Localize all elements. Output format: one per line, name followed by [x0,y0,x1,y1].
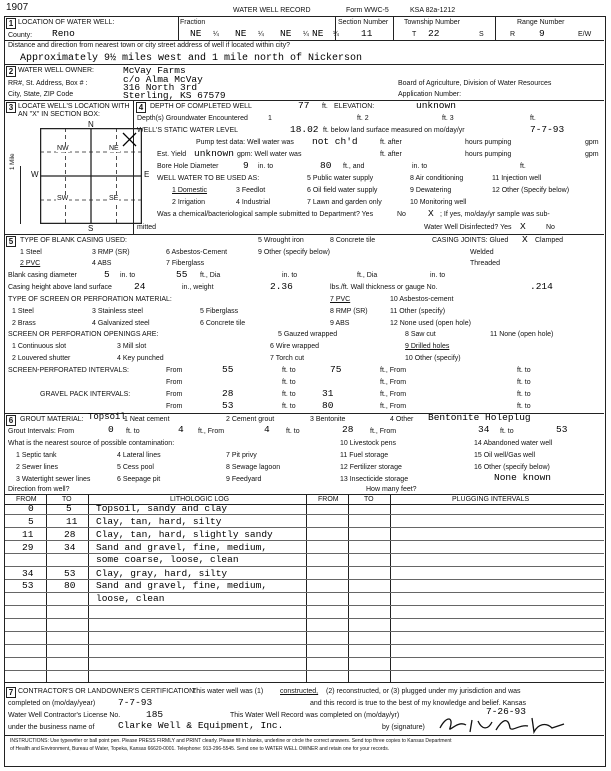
log-row-description: Clay, tan, hard, slightly sandy [96,529,273,540]
section-box-title-2: AN "X" IN SECTION BOX: [18,111,100,118]
screen-intervals-label: SCREEN-PERFORATED INTERVALS: [8,367,129,374]
bore-ft: ft., and [343,163,365,170]
opening-option: 4 Key punched [117,355,164,362]
log-row-from: 11 [22,529,34,540]
grout-option: 2 Cement grout [226,416,275,423]
threaded-label: Threaded [470,260,500,267]
compass-w: W [31,170,39,179]
owner-address: 316 North 3rd [123,82,198,93]
quarter-mark: ¼ [258,31,264,38]
county-label: County: [8,32,33,39]
range-label: Range Number [517,19,565,26]
section-number-label: Section Number [338,19,389,26]
compass-s: S [88,224,94,233]
sample-no: No [397,211,406,218]
contractor-signature [436,712,576,736]
section-7-number: 7 [6,687,16,698]
static-level-label: WELL'S STATIC WATER LEVEL [137,127,239,134]
signature-label: by (signature) [382,724,425,731]
to-label: ft. to [517,367,531,374]
screen-option: 3 Stainless steel [92,308,143,315]
contam-option: 11 Fuel storage [340,452,389,459]
log-row-description: Clay, gray, hard, silty [96,568,228,579]
groundwater-label: Depth(s) Groundwater Encountered [137,115,248,122]
welded-label: Welded [470,249,494,256]
section-5-number: 5 [6,236,16,247]
range-ew: E/W [578,31,592,38]
certification-line-1: This water well was (1) [192,688,264,695]
yield-mid: gpm: Well water was [237,151,302,158]
log-rule-line [5,592,604,593]
section-2-number: 2 [6,66,16,77]
contam-option: 8 Sewage lagoon [226,464,281,471]
use-option: 10 Monitoring well [410,199,467,206]
log-header-plugging: PLUGGING INTERVALS [452,496,530,503]
owner-city: Sterling, KS 67579 [123,90,226,101]
pump-hours: hours pumping [465,139,512,146]
sample-x: X [428,208,434,219]
casing-option: 4 ABS [92,260,112,267]
use-option: 9 Dewatering [410,187,452,194]
contam-option: 16 Other (specify below) [474,464,550,471]
casing-diameter-to: 55 [176,269,188,280]
casing-option: 6 Asbestos-Cement [166,249,228,256]
depth-value: 77 [298,100,310,111]
pump-gpm: gpm [585,139,599,146]
to-label: ft. to [126,428,140,435]
contam-option: 15 Oil well/Gas well [474,452,536,459]
opening-option: 6 Wire wrapped [270,343,320,350]
log-rule-line [5,579,604,580]
how-many-feet-label: How many feet? [366,486,417,493]
screen-option: 8 RMP (SR) [330,308,368,315]
log-rule-line [5,657,604,658]
completed-tail: and this record is true to the best of my knowledge and belief. Kansas [310,700,526,707]
ft-from-label: ft., From [370,428,397,435]
contam-option: 2 Sewer lines [16,464,59,471]
to-label: ft. to [282,367,296,374]
static-level-tail: ft. below land surface measured on mo/day/yr [323,127,465,134]
range-number: 9 [539,28,545,39]
from-label: From [166,379,183,386]
license-number: 185 [146,709,164,720]
compass-n: N [88,120,94,129]
casing-in-to-3: in. to [430,272,446,279]
log-header-from: FROM [16,496,37,503]
application-label: Application Number: [398,91,462,98]
log-row-to: 34 [64,542,76,553]
county-value: Reno [52,28,75,39]
log-rule-line [5,540,604,541]
casing-option: 7 Fiberglass [166,260,205,267]
depth-label: DEPTH OF COMPLETED WELL [150,103,252,110]
screen-option: 1 Steel [12,308,34,315]
use-option: 5 Public water supply [307,175,374,182]
sample-question: Was a chemical/bacteriological sample submitted to Department? Yes [157,211,374,218]
to-label: ft. to [282,379,296,386]
casing-weight-tail: lbs./ft. Wall thickness or gauge No. [330,284,438,291]
business-name: Clarke Well & Equipment, Inc. [118,720,284,731]
fraction-2: NE [235,28,247,39]
grout-1-from: 0 [108,424,114,435]
board-label: Board of Agriculture, Division of Water Resources [398,80,552,87]
log-header-from-2: FROM [318,496,339,503]
record-completed-label: This Water Well Record was completed on (mo/day/yr) [230,712,400,719]
disinfected-label: Water Well Disinfected? Yes [424,224,512,231]
township-t: T [412,31,417,38]
log-rule-line [5,670,604,671]
log-header-lithologic: LITHOLOGIC LOG [170,496,230,503]
distance-label: Distance and direction from nearest town or city street address of well if located within city? [8,42,291,49]
contam-option: 6 Seepage pit [117,476,161,483]
grout-option: 4 Other [390,416,414,423]
grout-other: Bentonite Holeplug [428,412,531,423]
log-row-description: loose, clean [96,593,165,604]
log-row-to: 28 [64,529,76,540]
elevation-label: ELEVATION: [334,103,375,110]
ft-from-label: ft., From [380,391,407,398]
use-option: 6 Oil field water supply [307,187,378,194]
owner-care-of: c/o Alma McVay [123,74,203,85]
casing-joints-label: CASING JOINTS: Glued [432,237,509,244]
log-rule-line [5,514,604,515]
bore-label: Bore Hole Diameter [157,163,219,170]
quadrant-se: SE [109,195,119,202]
grout-option: 1 Neat cement [124,416,170,423]
opening-option: 11 None (open hole) [490,331,554,338]
log-row-from: 34 [22,568,34,579]
township-number: 22 [428,28,440,39]
ksa-reference: KSA 82a-1212 [410,7,456,14]
bore-depth: 80 [320,160,332,171]
rr-label: RR#, St. Address, Box # : [8,80,88,87]
pump-test-value: not ch'd [312,136,358,147]
use-label: WELL WATER TO BE USED AS: [157,175,260,182]
from-label: From [166,367,183,374]
certification-constructed: constructed, [280,688,319,695]
casing-height: 24 [134,281,146,292]
casing-label: TYPE OF BLANK CASING USED: [20,237,127,244]
grout-2-to: 28 [342,424,354,435]
screen-option: 11 Other (specify) [390,308,446,315]
log-row-description: some coarse, loose, clean [96,554,239,565]
clamped-label: Clamped [535,237,564,244]
section-box-grid[interactable] [40,128,142,224]
from-label: From [166,391,183,398]
sample-tail: ; If yes, mo/day/yr sample was sub- [440,211,550,218]
use-option: 7 Lawn and garden only [307,199,382,206]
quadrant-nw: NW [57,145,69,152]
use-option: 8 Air conditioning [410,175,464,182]
static-level-date: 7-7-93 [530,124,565,135]
gw-2: ft. 2 [357,115,369,122]
business-label: under the business name of [8,724,95,731]
to-label: ft. to [286,428,300,435]
contam-option: 5 Cess pool [117,464,154,471]
page-number: 1907 [6,2,29,13]
record-date: 7-26-93 [486,706,526,717]
fraction-label: Fraction [180,19,206,26]
grout-topsoil: Topsoil [88,412,126,422]
distance-value: Approximately 9½ miles west and 1 mile north of Nickerson [20,53,363,64]
license-label: Water Well Contractor's License No. [8,712,121,719]
use-option: 4 Industrial [236,199,271,206]
contam-option: 13 Insecticide storage [340,476,409,483]
gravel-2-to: 80 [322,400,334,411]
screen-option: 6 Concrete tile [200,320,246,327]
grout-label: GROUT MATERIAL: [20,416,84,423]
quadrant-ne: NE [109,145,119,152]
contam-option: 14 Abandoned water well [474,440,553,447]
static-level-value: 18.02 [290,124,319,135]
grout-1-to: 4 [178,424,184,435]
gravel-1-to: 31 [322,388,334,399]
log-rule-line [5,527,604,528]
casing-option: 5 Wrought iron [258,237,304,244]
elevation-value: unknown [416,100,456,111]
ft-unit: ft. [322,103,328,110]
quarter-mark: ¼ [213,31,219,38]
casing-option: 9 Other (specify below) [258,249,330,256]
ft-from-label: ft., From [198,428,225,435]
grout-3-from: 34 [478,424,490,435]
log-header-to: TO [62,496,72,503]
compass-e: E [144,170,150,179]
casing-option-selected: 2 PVC [20,260,41,267]
screen-option: 4 Galvanized steel [92,320,150,327]
yield-after: ft. after [380,151,402,158]
direction-label: Direction from well? [8,486,70,493]
instructions-line-2: of Health and Environment, Bureau of Water, Topeka, Kansas 66620-0001. Telephone: 913-296-5545. Send one to WATER WELL OWNER and retain one for your records. [10,746,390,752]
section-4-number: 4 [136,102,146,113]
certification-line-1b: (2) reconstructed, or (3) plugged under my jurisdiction and was [326,688,521,695]
contam-option: 3 Watertight sewer lines [16,476,91,483]
form-number: Form WWC-5 [346,7,389,14]
ft-from-label: ft., From [380,367,407,374]
casing-weight: 2.36 [270,281,293,292]
casing-height-label: Casing height above land surface [8,284,112,291]
location-label: LOCATION OF WATER WELL: [18,19,115,26]
log-row-to: 5 [66,503,72,514]
log-rule-line [5,618,604,619]
use-option: 11 Injection well [492,175,542,182]
bore-ft2: ft. [520,163,526,170]
contam-option: 7 Pit privy [226,452,257,459]
to-label: ft. to [517,403,531,410]
contam-option: 4 Lateral lines [117,452,161,459]
casing-option: 3 RMP (SR) [92,249,130,256]
quarter-mark: ¼ [333,31,339,38]
glued-x: X [522,234,528,245]
quadrant-sw: SW [57,195,69,202]
section-box-title-1: LOCATE WELL'S LOCATION WITH [18,103,130,110]
screen-option: 5 Fiberglass [200,308,239,315]
owner-label: WATER WELL OWNER: [18,67,94,74]
log-row-description: Topsoil, sandy and clay [96,503,228,514]
log-row-from: 29 [22,542,34,553]
log-row-description: Sand and gravel, fine, medium, [96,580,268,591]
bore-value: 9 [243,160,249,171]
form-title: WATER WELL RECORD [233,7,311,14]
screen-interval-from: 55 [222,364,234,375]
opening-option: 8 Saw cut [405,331,436,338]
opening-option: 7 Torch cut [270,355,305,362]
to-label: ft. to [517,379,531,386]
log-row-from: 5 [28,516,34,527]
to-label: ft. to [282,391,296,398]
ft-from-label: ft., From [380,403,407,410]
section-3-number: 3 [6,102,16,113]
completed-label: completed on (mo/day/year) [8,700,96,707]
ft-from-label: ft., From [380,379,407,386]
contam-option: 10 Livestock pens [340,440,397,447]
casing-option: 8 Concrete tile [330,237,376,244]
openings-label: SCREEN OR PERFORATION OPENINGS ARE: [8,331,159,338]
section-6-number: 6 [6,415,16,426]
mile-label: 1 Mile [9,153,16,170]
casing-diameter-label: Blank casing diameter [8,272,77,279]
contamination-none: None known [494,472,552,483]
screen-option: 2 Brass [12,320,36,327]
screen-option: 12 None used (open hole) [390,320,471,327]
to-label: ft. to [517,391,531,398]
opening-option: 2 Louvered shutter [12,355,71,362]
log-rule-line [5,631,604,632]
gravel-pack-label: GRAVEL PACK INTERVALS: [40,391,131,398]
grout-3-to: 53 [556,424,568,435]
yield-label: Est. Yield [157,151,187,158]
city-label: City, State, ZIP Code [8,91,74,98]
yield-gpm: gpm [585,151,599,158]
casing-ft-dia-2: ft., Dia [357,272,378,279]
casing-in-to-2: in. to [282,272,298,279]
log-rule-line [5,644,604,645]
casing-weight-label: in., weight [182,284,214,291]
log-row-description: Clay, tan, hard, silty [96,516,222,527]
disinfected-x: X [520,221,526,232]
to-label: ft. to [282,403,296,410]
from-label: From [166,403,183,410]
gravel-2-from: 53 [222,400,234,411]
log-rule-line [5,566,604,567]
log-row-from: 53 [22,580,34,591]
use-option-selected: 1 Domestic [172,187,208,194]
use-option: 3 Feedlot [236,187,266,194]
opening-option: 10 Other (specify) [405,355,461,362]
bore-in: in. to [412,163,428,170]
gw-ft: ft. [530,115,536,122]
fraction-1: NE [190,28,202,39]
screen-material-label: TYPE OF SCREEN OR PERFORATION MATERIAL: [8,296,172,303]
screen-option: 9 ABS [330,320,350,327]
log-row-to: 80 [64,580,76,591]
opening-option: 5 Gauzed wrapped [278,331,338,338]
log-header-to-2: TO [364,496,374,503]
log-rule-line [5,553,604,554]
instructions-line-1: INSTRUCTIONS: Use typewriter or ball point pen. Please PRESS FIRMLY and PRINT clearly. Please fill in blanks, underline or circle the correct answers. Send top three copies to Kansas Department [10,738,452,744]
township-s: S [479,31,484,38]
screen-option: 10 Asbestos-cement [390,296,454,303]
opening-option-selected: 9 Drilled holes [405,343,450,350]
yield-hours: hours pumping [465,151,512,158]
log-row-to: 11 [66,516,78,527]
fraction-3: NE [280,28,292,39]
completed-date: 7-7-93 [118,697,153,708]
grout-option: 3 Bentonite [310,416,346,423]
opening-option: 1 Continuous slot [12,343,67,350]
contam-option: 12 Fertilizer storage [340,464,402,471]
screen-interval-to: 75 [330,364,342,375]
pump-after: ft. after [380,139,402,146]
sample-mitted: mitted [137,224,157,231]
disinfected-no: No [546,224,555,231]
township-label: Township Number [404,19,461,26]
to-label: ft. to [500,428,514,435]
use-option: 2 Irrigation [172,199,206,206]
log-row-description: Sand and gravel, fine, medium, [96,542,268,553]
gravel-1-from: 28 [222,388,234,399]
log-rule-line [5,605,604,606]
range-r: R [510,31,516,38]
grout-2-from: 4 [264,424,270,435]
casing-gauge: .214 [530,281,553,292]
contam-option: 1 Septic tank [16,452,57,459]
owner-name: McVay Farms [123,65,186,76]
screen-option-selected: 7 PVC [330,296,351,303]
casing-diameter: 5 [104,269,110,280]
gw-1: 1 [268,115,272,122]
grout-intervals-label: Grout Intervals: From [8,428,75,435]
bore-to: in. to [258,163,274,170]
contam-option: 9 Feedyard [226,476,262,483]
contamination-label: What is the nearest source of possible contamination: [8,440,175,447]
casing-option: 1 Steel [20,249,42,256]
casing-ft-dia: ft., Dia [200,272,221,279]
pump-test-label: Pump test data: Well water was [196,139,294,146]
log-row-to: 53 [64,568,76,579]
yield-value: unknown [194,148,234,159]
section-1-number: 1 [6,18,16,29]
use-option: 12 Other (Specify below) [492,187,570,194]
certification-label: CONTRACTOR'S OR LANDOWNER'S CERTIFICATION: [18,688,197,695]
casing-in-to: in. to [120,272,136,279]
fraction-4: NE [312,28,324,39]
opening-option: 3 Mill slot [117,343,147,350]
log-row-from: 0 [28,503,34,514]
gw-3: ft. 3 [442,115,454,122]
quarter-mark: ¼ [303,31,309,38]
section-number: 11 [361,28,373,39]
